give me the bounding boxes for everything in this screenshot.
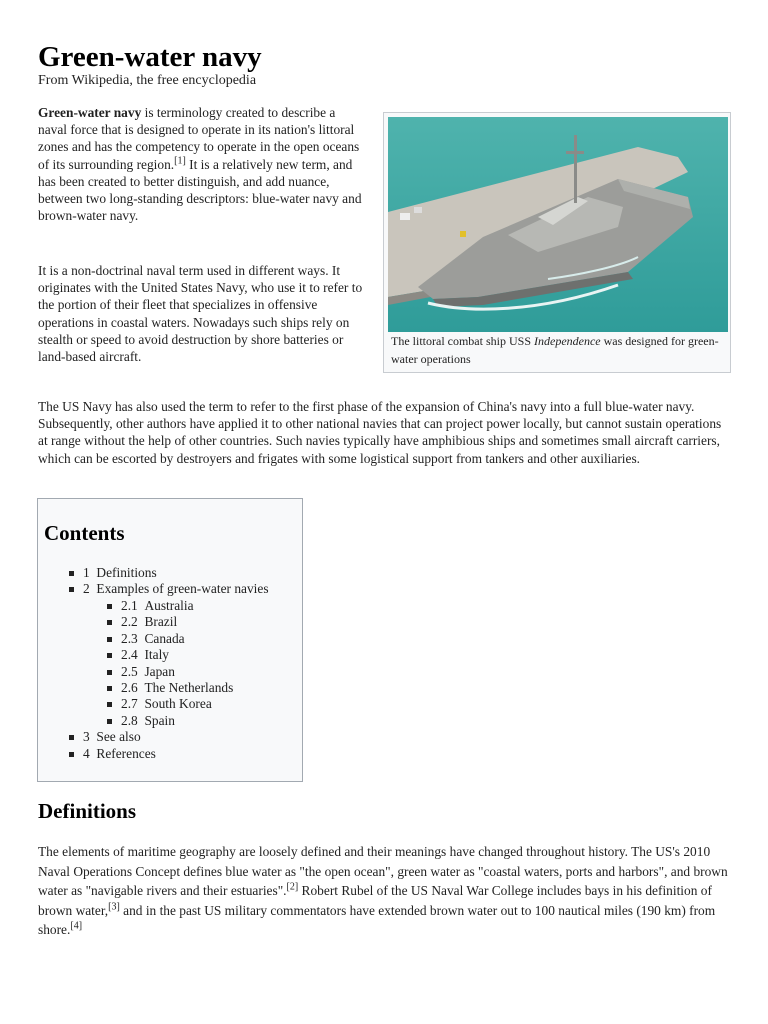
reference-link-1[interactable]: [1]	[174, 155, 186, 167]
toc-item-netherlands[interactable]: 2.6 The Netherlands	[121, 680, 234, 695]
reference-link-3[interactable]: [3]	[108, 901, 120, 913]
definitions-text-c: and in the past US military commentators have extended brown water out to 100 nautical miles (190 km) from shore.	[38, 902, 716, 938]
toc-item-examples[interactable]: 2 Examples of green-water navies	[83, 581, 269, 596]
section-heading-definitions: Definitions	[38, 799, 137, 823]
toc-item-italy[interactable]: 2.4 Italy	[121, 647, 169, 662]
toc-title: Contents	[44, 521, 125, 545]
table-of-contents	[37, 498, 303, 782]
doctrine-text: It is a non-doctrinal naval term used in different ways. It originates with the United States Navy, who use it to refer to the portion of their fleet that specializes in offensive operations in coastal waters. Nowadays such ships rely on stealth or speed to avoid destruction by shore batteries or land-based aircraft.	[38, 263, 363, 365]
intro-text-a: is terminology created to describe a naval force that is designed to operate in its nation's littoral zones and has the competency to operate in the open oceans of its surrounding region.	[38, 105, 360, 172]
page-subtitle: From Wikipedia, the free encyclopedia	[38, 73, 257, 88]
toc-item-south-korea[interactable]: 2.7 South Korea	[121, 696, 212, 711]
reference-link-4[interactable]: [4]	[70, 920, 83, 932]
reference-link-2[interactable]: [2]	[286, 881, 299, 893]
caption-text-a: The littoral combat ship USS	[391, 334, 534, 348]
toc-item-canada[interactable]: 2.3 Canada	[121, 631, 185, 646]
us-navy-paragraph	[38, 398, 732, 467]
definitions-text-b: Robert Rubel of the US Naval War College includes bays in his definition of brown water,	[38, 883, 712, 918]
toc-item-see-also[interactable]: 3 See also	[83, 729, 141, 744]
intro-paragraph	[38, 104, 366, 224]
caption-text-b: was designed for green-water operations	[391, 334, 719, 366]
definitions-paragraph	[38, 842, 738, 940]
definitions-text-a: The elements of maritime geography are loosely defined and their meanings have changed throughout history. The US's 2010 Naval Operations Concept defines blue water as "the open ocean", green water as "coastal waters, ports and harbors", and brown water as "navigable rivers and their estuaries".	[38, 844, 728, 899]
intro-text-b: It is a relatively new term, and has been created to better distinguish, and add nuance, between two long-standing descriptors: blue-water navy and brown-water navy.	[38, 156, 362, 224]
toc-item-definitions[interactable]: 1 Definitions	[83, 565, 157, 580]
toc-item-brazil[interactable]: 2.2 Brazil	[121, 614, 178, 629]
toc-item-australia[interactable]: 2.1 Australia	[121, 598, 194, 613]
page-title: Green-water navy	[38, 41, 262, 73]
bold-term: Green-water navy	[38, 105, 142, 120]
caption-ship-name: Independence	[534, 334, 601, 348]
figure-caption	[391, 332, 727, 368]
toc-item-references[interactable]: 4 References	[83, 746, 156, 761]
toc-item-spain[interactable]: 2.8 Spain	[121, 713, 175, 728]
doctrine-paragraph	[38, 262, 366, 365]
us-navy-text: The US Navy has also used the term to refer to the first phase of the expansion of China's navy into a full blue-water navy. Subsequently, other authors have applied it to other national navies that can project power locally, but cannot sustain operations at range without the help of other countries. Such navies typically have amphibious ships and sometimes small aircraft carriers, which can be escorted by destroyers and frigates with some logistical support from tankers and other auxiliaries.	[38, 399, 722, 466]
ship-image[interactable]	[388, 117, 728, 332]
toc-item-japan[interactable]: 2.5 Japan	[121, 664, 175, 679]
ship-figure	[383, 112, 731, 373]
